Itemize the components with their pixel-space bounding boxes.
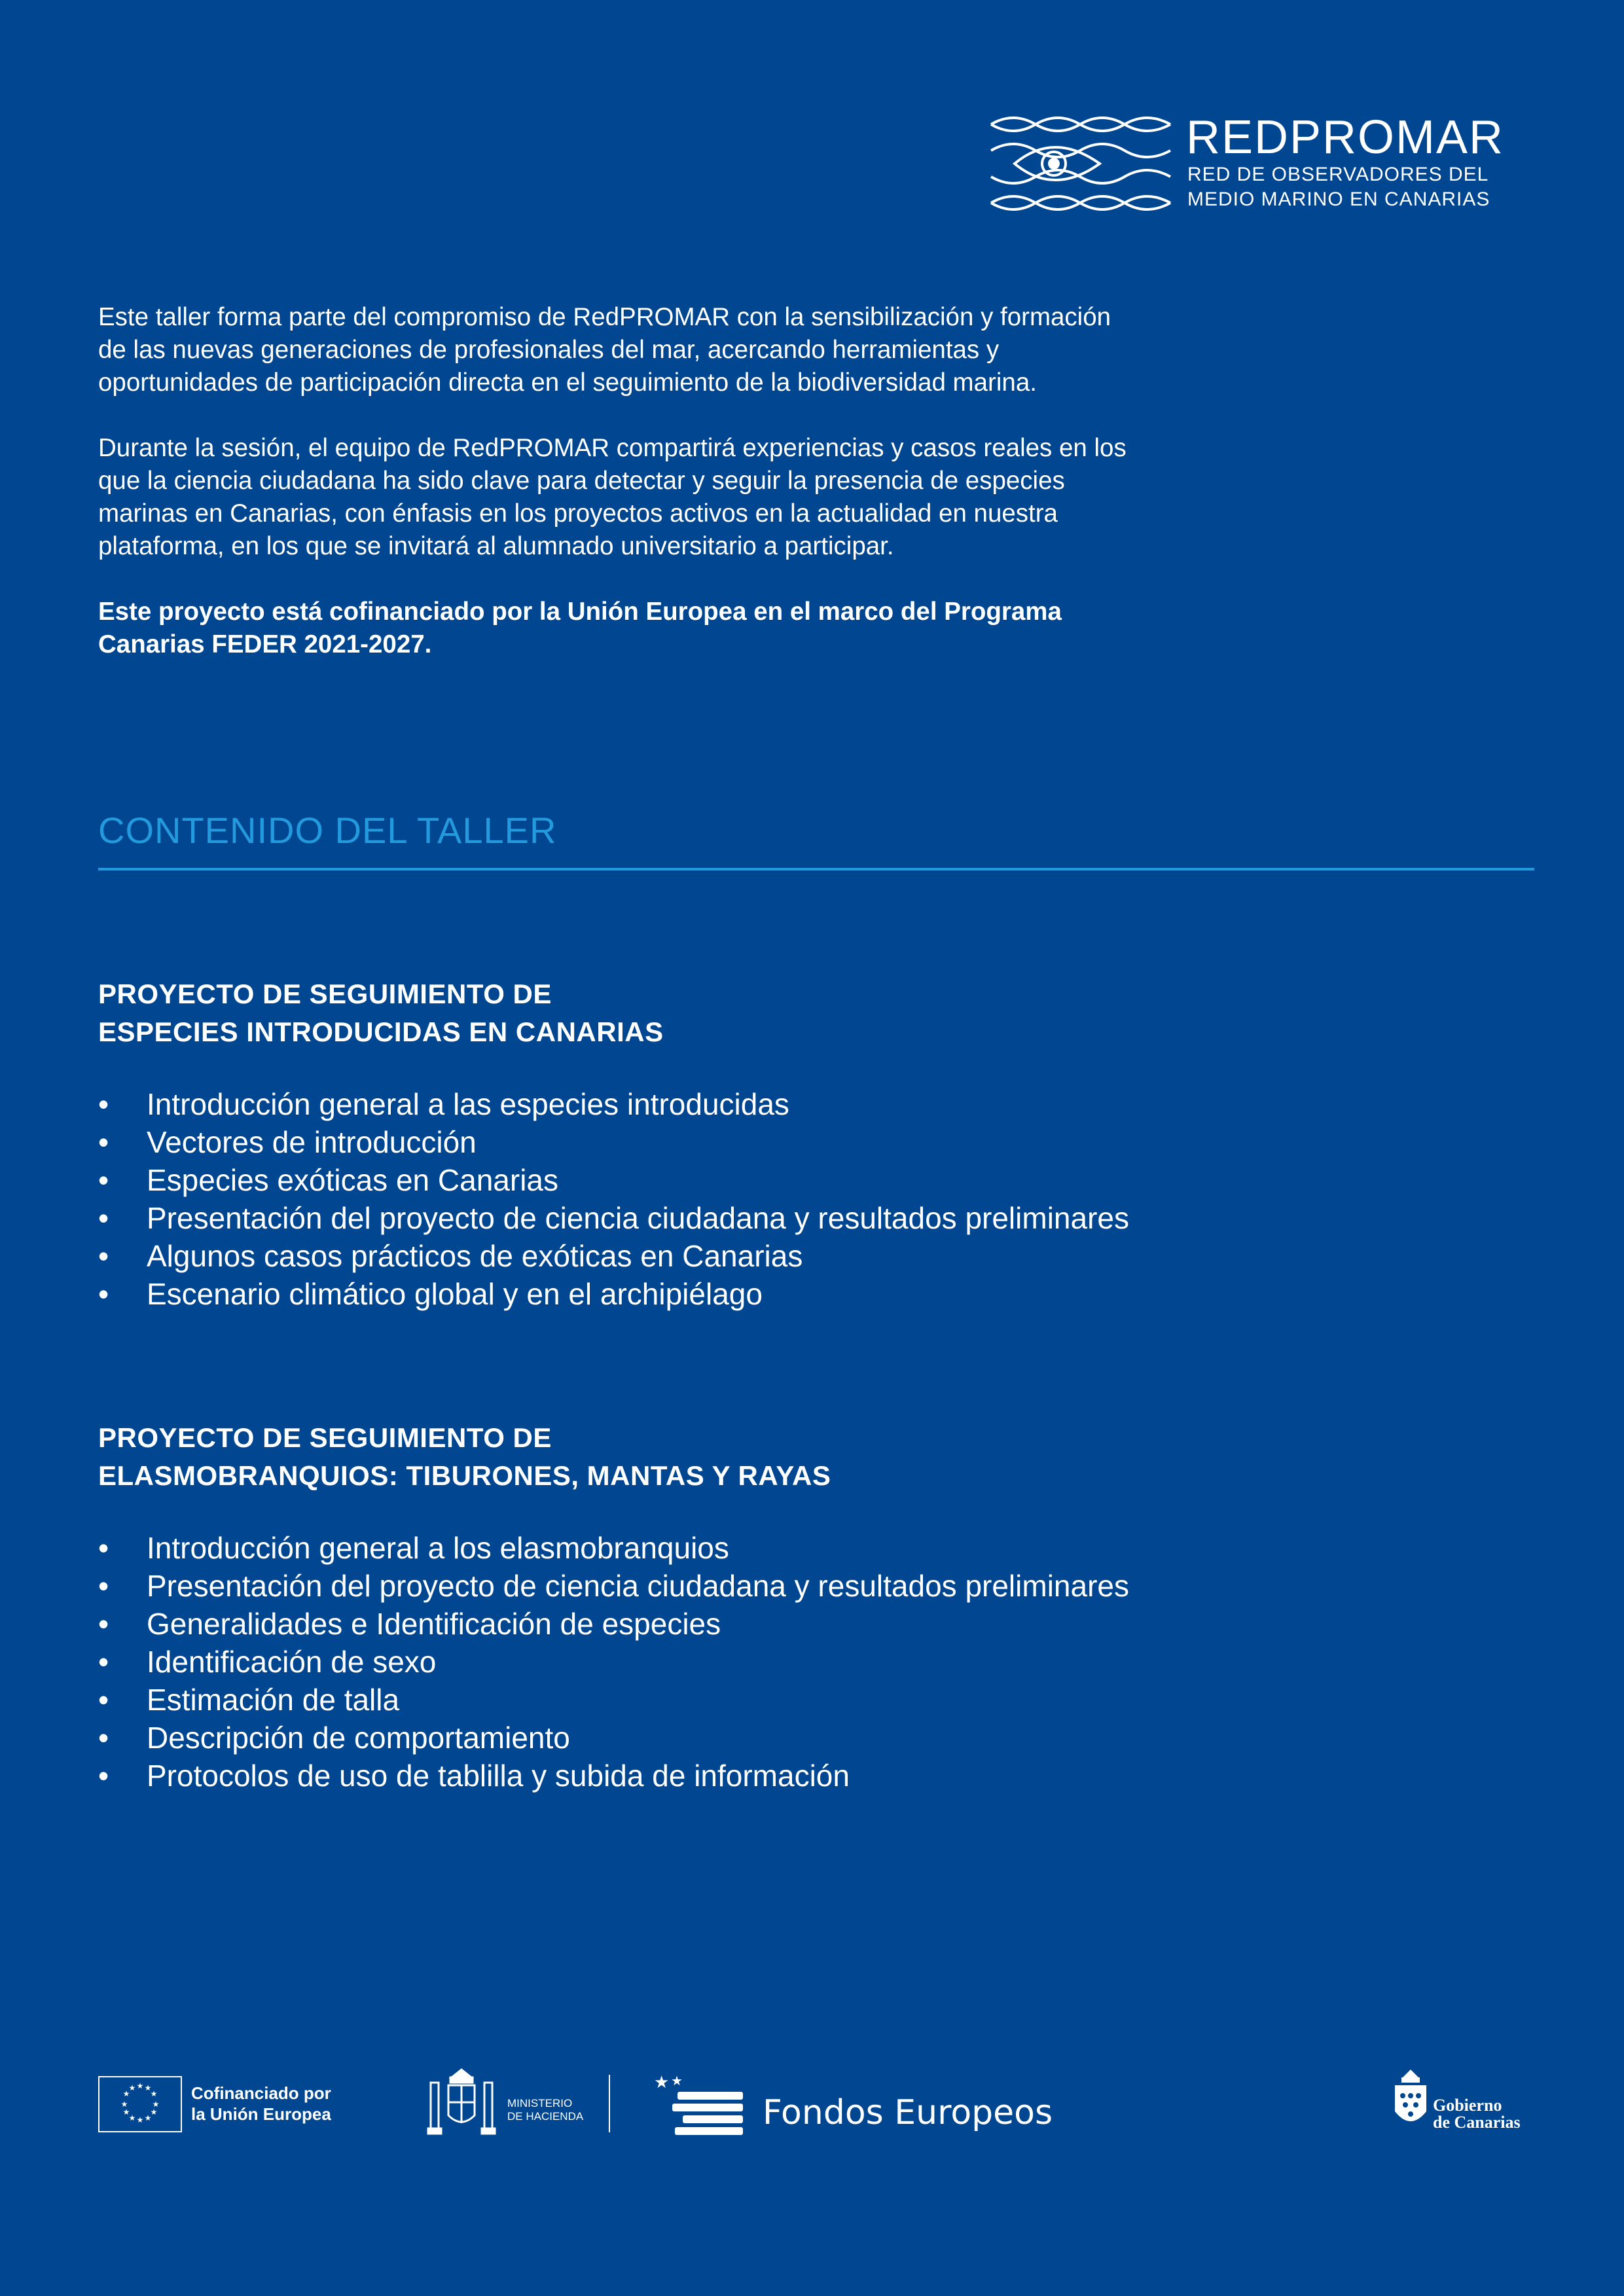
list-item: • Especies exóticas en Canarias xyxy=(98,1161,1473,1199)
section-divider xyxy=(98,868,1534,870)
eu-text-line2: la Unión Europea xyxy=(191,2104,331,2124)
gobierno-line1: Gobierno xyxy=(1433,2096,1502,2115)
project-title-line2: ESPECIES INTRODUCIDAS EN CANARIAS xyxy=(98,1016,664,1047)
project-title-line2: ELASMOBRANQUIOS: TIBURONES, MANTAS Y RAYAS xyxy=(98,1460,831,1491)
list-item: • Escenario climático global y en el archipiélago xyxy=(98,1275,1473,1313)
project-block-elasmobranchs xyxy=(98,1419,1473,1795)
gobierno-line2: de Canarias xyxy=(1433,2113,1521,2132)
svg-text:★: ★ xyxy=(671,2074,683,2089)
list-item: • Vectores de introducción xyxy=(98,1123,1473,1161)
ministerio-line2: DE HACIENDA xyxy=(507,2110,584,2123)
gobierno-canarias-text xyxy=(1433,2097,1521,2131)
redpromar-eye-waves-icon xyxy=(988,111,1173,216)
brand-subtitle-line1: RED DE OBSERVADORES DEL xyxy=(1187,164,1489,185)
list-item: • Algunos casos prácticos de exóticas en Canarias xyxy=(98,1237,1473,1275)
svg-text:★: ★ xyxy=(150,2089,158,2098)
eu-text-line1: Cofinanciado por xyxy=(191,2083,331,2103)
svg-text:★: ★ xyxy=(136,2081,144,2090)
brand-subtitle-line2: MEDIO MARINO EN CANARIAS xyxy=(1187,188,1490,210)
project-title xyxy=(98,1419,1473,1495)
project-topic-list xyxy=(98,1529,1473,1795)
fondos-europeos-flag-icon xyxy=(651,2068,749,2140)
gobierno-canarias-shield-icon xyxy=(1391,2067,1430,2132)
project-block-introduced-species xyxy=(98,975,1473,1313)
brand-name: REDPROMAR xyxy=(1186,111,1505,164)
svg-text:★: ★ xyxy=(128,2113,136,2123)
svg-text:★: ★ xyxy=(122,2089,130,2098)
list-item: • Introducción general a los elasmobranquios xyxy=(98,1529,1473,1567)
list-item: • Generalidades e Identificación de especies xyxy=(98,1605,1473,1643)
list-item: • Estimación de talla xyxy=(98,1681,1473,1719)
svg-text:★: ★ xyxy=(144,2113,152,2123)
funding-note: Este proyecto está cofinanciado por la Unión Europea en el marco del Programa Canarias FEDER 2021-2027. xyxy=(98,598,1062,658)
intro-text xyxy=(98,301,1146,694)
list-item: • Introducción general a las especies introducidas xyxy=(98,1085,1473,1123)
list-item: • Presentación del proyecto de ciencia ciudadana y resultados preliminares xyxy=(98,1199,1473,1237)
project-topic-list xyxy=(98,1085,1473,1313)
svg-text:★: ★ xyxy=(136,2115,144,2125)
ministerio-line1: MINISTERIO xyxy=(507,2097,573,2109)
svg-text:★: ★ xyxy=(122,2108,130,2117)
intro-paragraph-1: Este taller forma parte del compromiso de RedPROMAR con la sensibilización y formación de las nuevas generaciones de profesionales del mar, acercando herramientas y oportunidades de participación directa en el seguimiento de la biodiversidad marina. xyxy=(98,303,1111,397)
ministerio-hacienda-logo xyxy=(425,2063,622,2142)
fondos-europeos-text: Fondos Europeos xyxy=(763,2093,1053,2132)
intro-paragraph-2: Durante la sesión, el equipo de RedPROMAR compartirá experiencias y casos reales en los que la ciencia ciudadana ha sido clave para detectar y seguir la presencia de especies marinas en Canarias, con énfasis en los proyectos activos en la actualidad en nuestra plataforma, en los que se invitará al alumnado universitario a participar. xyxy=(98,434,1127,560)
svg-text:★: ★ xyxy=(128,2083,136,2092)
list-item: • Identificación de sexo xyxy=(98,1643,1473,1681)
eu-cofinanced-text xyxy=(191,2083,331,2125)
brand-subtitle xyxy=(1187,162,1490,212)
spain-coat-of-arms-icon xyxy=(425,2063,497,2142)
project-title-line1: PROYECTO DE SEGUIMIENTO DE xyxy=(98,978,552,1009)
svg-text:★: ★ xyxy=(152,2100,160,2109)
footer-divider xyxy=(609,2075,610,2132)
gobierno-canarias-logo xyxy=(1391,2067,1542,2139)
list-item: • Descripción de comportamiento xyxy=(98,1719,1473,1757)
svg-text:★: ★ xyxy=(120,2100,128,2109)
eu-flag-icon xyxy=(98,2076,182,2132)
fondos-europeos-logo xyxy=(651,2068,1053,2140)
list-item: • Presentación del proyecto de ciencia ciudadana y resultados preliminares xyxy=(98,1567,1473,1605)
svg-text:★: ★ xyxy=(654,2072,670,2092)
project-title-line1: PROYECTO DE SEGUIMIENTO DE xyxy=(98,1422,552,1453)
eu-cofinanced-logo xyxy=(98,2076,347,2135)
redpromar-logo xyxy=(988,111,1528,216)
project-title xyxy=(98,975,1473,1051)
section-title: CONTENIDO DEL TALLER xyxy=(98,810,557,851)
svg-text:★: ★ xyxy=(150,2108,158,2117)
ministerio-text xyxy=(507,2097,583,2123)
svg-text:★: ★ xyxy=(144,2083,152,2092)
list-item: • Protocolos de uso de tablilla y subida de información xyxy=(98,1757,1473,1795)
footer-logos xyxy=(0,2055,1624,2153)
